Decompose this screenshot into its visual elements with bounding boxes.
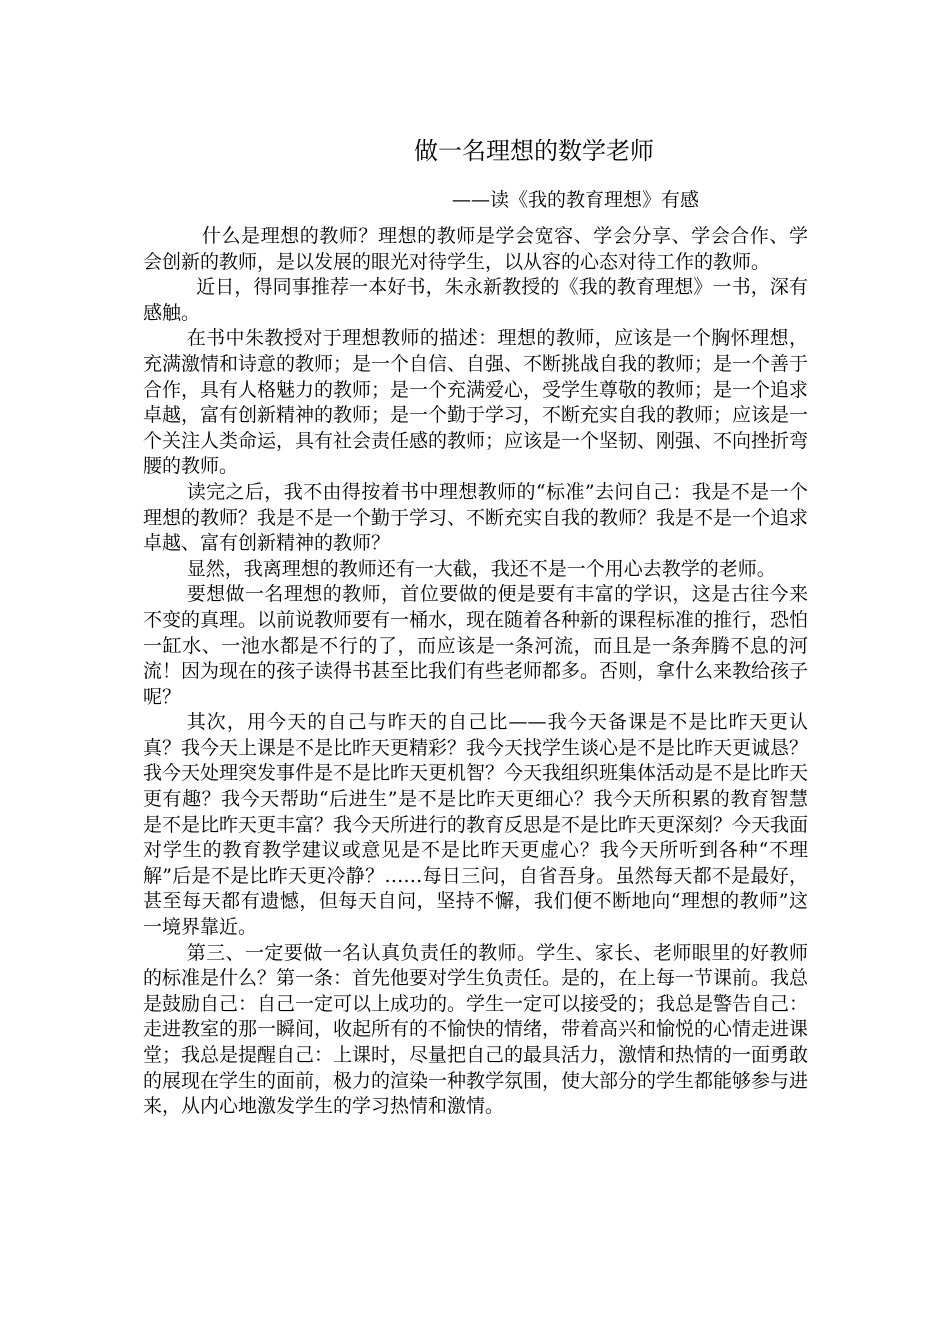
paragraph: 什么是理想的教师？理想的教师是学会宽容、学会分享、学会合作、学会创新的教师，是以发展的眼光对待学生，以从容的心态对待工作的教师。: [143, 225, 808, 273]
document-title: 做一名理想的数学老师: [414, 137, 654, 165]
paragraph: 第三、一定要做一名认真负责任的教师。学生、家长、老师眼里的好教师的标准是什么？第一条：首先他要对学生负责任。是的，在上每一节课前。我总是鼓励自己：自己一定可以上成功的。学生一定可以接受的；我总是警告自己：走进教室的那一瞬间，收起所有的不愉快的情绪，带着高兴和愉悦的心情走进课堂；我总是提醒自己：上课时，尽量把自己的最具活力，激情和热情的一面勇敢的展现在学生的面前，极力的渲染一种教学氛围，使大部分的学生都能够参与进来，从内心地激发学生的学习热情和激情。: [143, 941, 809, 1118]
paragraph: 其次，用今天的自己与昨天的自己比——我今天备课是不是比昨天更认真？我今天上课是不是比昨天更精彩？我今天找学生谈心是不是比昨天更诚恳？我今天处理突发事件是不是比昨天更机智？今天我组织班集体活动是不是比昨天更有趣？我今天帮助“后进生”是不是比昨天更细心？我今天所积累的教育智慧是不是比昨天更丰富？我今天所进行的教育反思是不是比昨天更深刻？今天我面对学生的教育教学建议或意见是不是比昨天更虚心？我今天所听到各种“不理解”后是不是比昨天更冷静？……每日三问，自省吾身。虽然每天都不是最好，甚至每天都有遗憾，但每天自问，坚持不懈，我们便不断地向“理想的教师”这一境界靠近。: [143, 711, 809, 939]
paragraph: 显然，我离理想的教师还有一大截，我还不是一个用心去教学的老师。: [186, 557, 776, 580]
paragraph: 近日，得同事推荐一本好书，朱永新教授的《我的教育理想》一书，深有感触。: [143, 276, 808, 324]
paragraph: 要想做一名理想的教师，首位要做的便是要有丰富的学识，这是古往今来不变的真理。以前说教师要有一桶水，现在随着各种新的课程标准的推行，恐怕一缸水、一池水都是不行的了，而应该是一条河流，而且是一条奔腾不息的河流！因为现在的孩子读得书甚至比我们有些老师都多。否则，拿什么来教给孩子呢？: [143, 583, 809, 708]
paragraph: 在书中朱教授对于理想教师的描述：理想的教师，应该是一个胸怀理想，充满激情和诗意的教师；是一个自信、自强、不断挑战自我的教师；是一个善于合作，具有人格魅力的教师；是一个充满爱心，受学生尊敬的教师；是一个追求卓越，富有创新精神的教师；是一个勤于学习，不断充实自我的教师；应该是一个关注人类命运，具有社会责任感的教师；应该是一个坚韧、刚强、不向挫折弯腰的教师。: [143, 327, 809, 478]
document-subtitle: ——读《我的教育理想》有感: [452, 189, 700, 211]
document-body: [143, 224, 808, 1120]
paragraph: 读完之后，我不由得按着书中理想教师的“标准”去问自己：我是不是一个理想的教师？我是不是一个勤于学习、不断充实自我的教师？我是不是一个追求卓越、富有创新精神的教师？: [143, 480, 809, 555]
